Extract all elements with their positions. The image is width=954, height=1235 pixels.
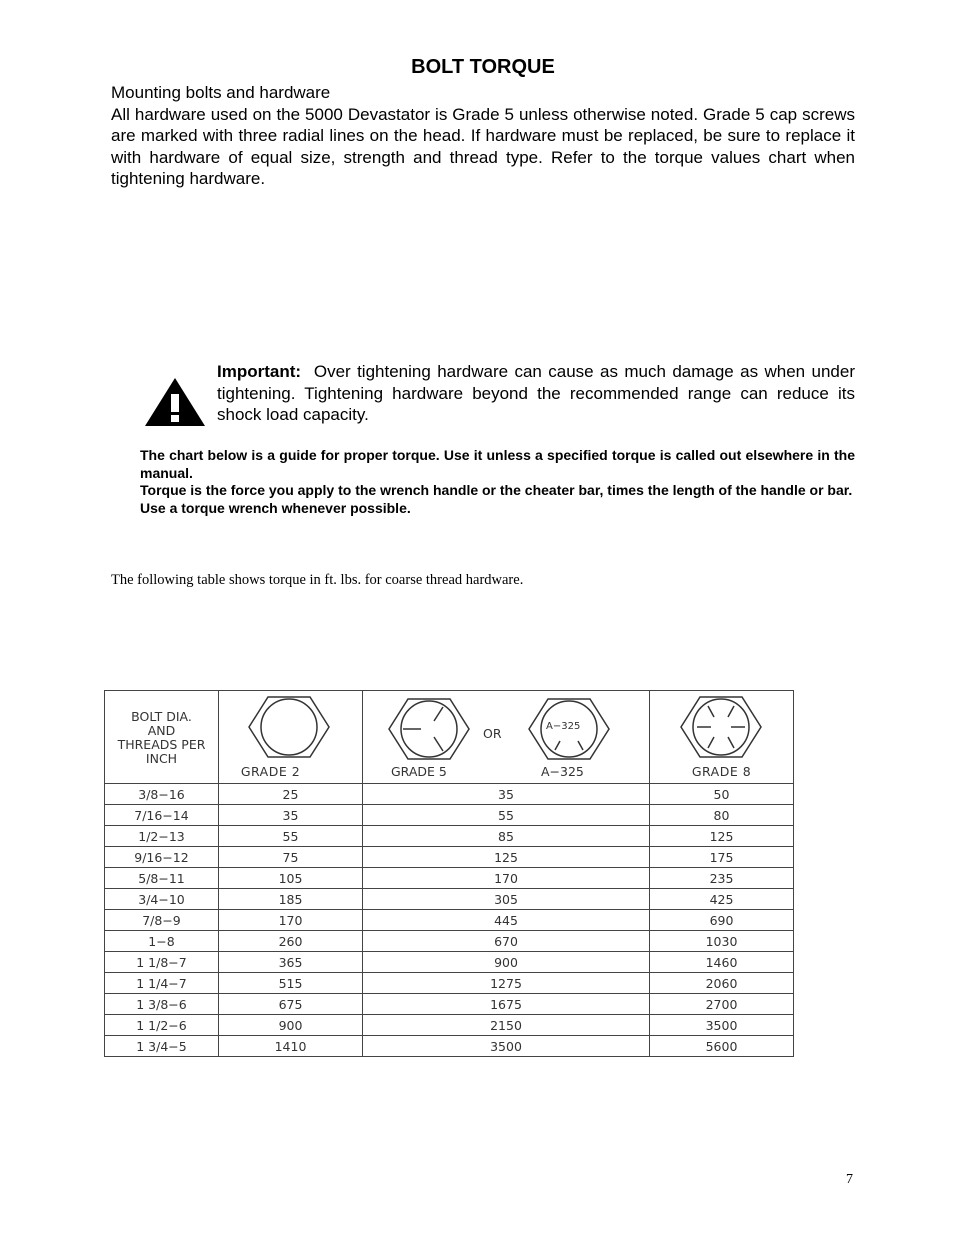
table-caption: The following table shows torque in ft. lbs. for coarse thread hardware. xyxy=(111,572,524,588)
table-row xyxy=(105,910,794,931)
bolt-size-cell: 5/8−11 xyxy=(105,868,219,889)
grade-2-cell: 900 xyxy=(219,1015,363,1036)
grade-8-cell: 690 xyxy=(650,910,794,931)
grade-5-cell: 670 xyxy=(363,931,650,952)
grade-8-cell: 3500 xyxy=(650,1015,794,1036)
header-bolt-line: BOLT DIA. xyxy=(131,709,192,724)
header-grade-5-a325 xyxy=(363,691,650,784)
header-bolt-line: INCH xyxy=(145,751,178,766)
bolt-size-cell: 9/16−12 xyxy=(105,847,219,868)
intro-body: All hardware used on the 5000 Devastator is Grade 5 unless otherwise noted. Grade 5 cap screws are marked with three radial lines on the head. If hardware must be replaced, be sure to replace it with hardware of equal size, strength and thread type. Refer to the torque values chart when tightening hardware. xyxy=(111,104,855,188)
grade-2-cell: 75 xyxy=(219,847,363,868)
grade-8-cell: 1460 xyxy=(650,952,794,973)
important-label: Important: xyxy=(217,362,302,381)
grade-2-cell: 1410 xyxy=(219,1036,363,1057)
table-row xyxy=(105,784,794,805)
grade-5-cell: 1275 xyxy=(363,973,650,994)
table-row xyxy=(105,1036,794,1057)
intro-section xyxy=(111,82,855,190)
grade-8-bolt-head-icon xyxy=(679,695,763,759)
guide-line-2: Torque is the force you apply to the wrench handle or the cheater bar, times the length of the handle or bar. xyxy=(140,482,853,498)
header-bolt-line: THREADS PER xyxy=(117,737,206,752)
page-number: 7 xyxy=(846,1172,853,1187)
grade-8-cell: 5600 xyxy=(650,1036,794,1057)
grade-2-cell: 55 xyxy=(219,826,363,847)
table-row xyxy=(105,931,794,952)
grade-8-cell: 425 xyxy=(650,889,794,910)
warning-triangle-icon xyxy=(144,377,206,427)
table-row xyxy=(105,1015,794,1036)
intro-heading: Mounting bolts and hardware xyxy=(111,83,331,102)
grade-5-cell: 55 xyxy=(363,805,650,826)
grade-5-cell: 35 xyxy=(363,784,650,805)
grade-5-cell: 125 xyxy=(363,847,650,868)
grade-8-cell: 175 xyxy=(650,847,794,868)
guide-line-1: The chart below is a guide for proper torque. Use it unless a specified torque is called out elsewhere in the manual. xyxy=(140,447,855,481)
grade-8-cell: 2700 xyxy=(650,994,794,1015)
grade-2-cell: 25 xyxy=(219,784,363,805)
table-row xyxy=(105,952,794,973)
torque-guide-notes xyxy=(140,447,855,517)
a325-label: A−325 xyxy=(541,764,584,779)
table-header-row xyxy=(105,691,794,784)
a325-head-marking: A−325 xyxy=(546,721,581,732)
grade-8-label: GRADE 8 xyxy=(691,764,752,779)
bolt-size-cell: 1 3/4−5 xyxy=(105,1036,219,1057)
grade-5-cell: 900 xyxy=(363,952,650,973)
grade-5-cell: 1675 xyxy=(363,994,650,1015)
grade-8-cell: 2060 xyxy=(650,973,794,994)
header-grade-8 xyxy=(650,691,794,784)
grade-2-cell: 365 xyxy=(219,952,363,973)
grade-8-cell: 80 xyxy=(650,805,794,826)
grade-8-cell: 235 xyxy=(650,868,794,889)
table-row xyxy=(105,889,794,910)
grade-2-label: GRADE 2 xyxy=(240,764,301,779)
important-text: Over tightening hardware can cause as much damage as when under tightening. Tightening hardware beyond the recommended range can reduce its shock load capacity. xyxy=(217,362,855,424)
page-title: BOLT TORQUE xyxy=(411,56,555,78)
grade-8-cell: 50 xyxy=(650,784,794,805)
grade-2-cell: 515 xyxy=(219,973,363,994)
torque-table xyxy=(104,690,794,1057)
bolt-size-cell: 7/16−14 xyxy=(105,805,219,826)
bolt-size-cell: 3/8−16 xyxy=(105,784,219,805)
table-row xyxy=(105,868,794,889)
grade-8-cell: 125 xyxy=(650,826,794,847)
header-bolt-line: AND xyxy=(147,723,176,738)
grade-5-cell: 3500 xyxy=(363,1036,650,1057)
grade-2-cell: 675 xyxy=(219,994,363,1015)
grade-8-cell: 1030 xyxy=(650,931,794,952)
or-label: OR xyxy=(483,726,502,741)
grade-5-label: GRADE 5 xyxy=(391,764,447,779)
important-notice xyxy=(217,361,855,426)
bolt-size-cell: 7/8−9 xyxy=(105,910,219,931)
header-bolt-dia xyxy=(105,691,219,784)
grade-5-cell: 445 xyxy=(363,910,650,931)
table-row xyxy=(105,973,794,994)
grade-2-cell: 35 xyxy=(219,805,363,826)
grade-2-cell: 260 xyxy=(219,931,363,952)
bolt-size-cell: 1/2−13 xyxy=(105,826,219,847)
table-row xyxy=(105,994,794,1015)
grade-5-cell: 85 xyxy=(363,826,650,847)
table-row xyxy=(105,847,794,868)
guide-line-3: Use a torque wrench whenever possible. xyxy=(140,499,411,516)
table-row xyxy=(105,805,794,826)
grade-2-cell: 105 xyxy=(219,868,363,889)
bolt-size-cell: 1−8 xyxy=(105,931,219,952)
table-row xyxy=(105,826,794,847)
grade-5-cell: 170 xyxy=(363,868,650,889)
grade-2-cell: 185 xyxy=(219,889,363,910)
bolt-size-cell: 1 1/8−7 xyxy=(105,952,219,973)
grade-5-bolt-head-icon xyxy=(387,697,471,761)
bolt-size-cell: 1 1/2−6 xyxy=(105,1015,219,1036)
grade-5-cell: 305 xyxy=(363,889,650,910)
grade-2-cell: 170 xyxy=(219,910,363,931)
bolt-size-cell: 3/4−10 xyxy=(105,889,219,910)
grade-2-bolt-head-icon xyxy=(247,695,331,759)
bolt-size-cell: 1 1/4−7 xyxy=(105,973,219,994)
grade-5-cell: 2150 xyxy=(363,1015,650,1036)
header-grade-2 xyxy=(219,691,363,784)
bolt-size-cell: 1 3/8−6 xyxy=(105,994,219,1015)
